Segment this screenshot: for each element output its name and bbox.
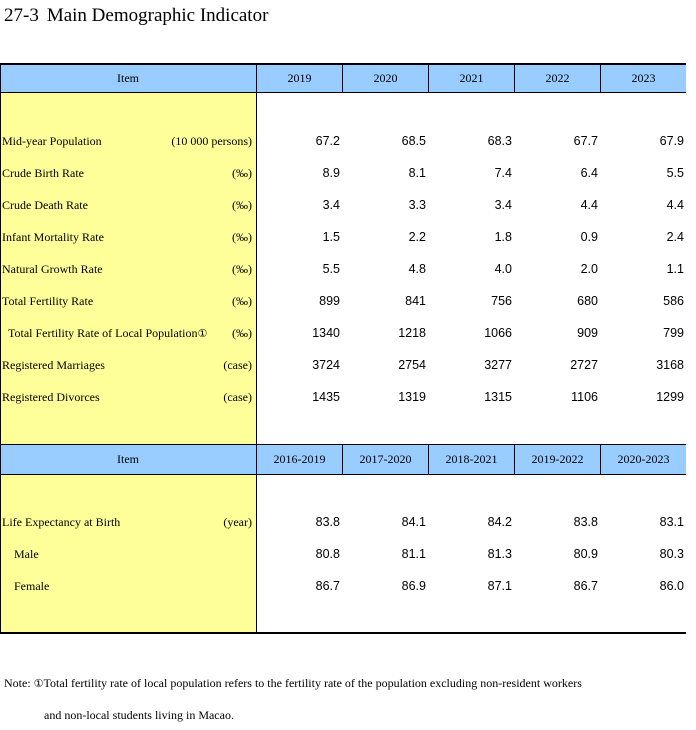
row-label: Male — [14, 547, 39, 561]
cell-value: 586 — [663, 294, 684, 308]
cell-value: 2.4 — [666, 230, 684, 244]
year-header: 2022 — [545, 71, 570, 85]
cell-value: 87.1 — [487, 579, 512, 593]
cell-value: 3724 — [312, 358, 340, 372]
cell-value: 841 — [405, 294, 426, 308]
period-header: 2017-2020 — [359, 452, 412, 466]
note-text: Total fertility rate of local population refers to the fertility rate of the population excluding non-resident workers — [43, 676, 582, 690]
period-header: 2019-2022 — [531, 452, 584, 466]
table2-header — [0, 444, 686, 475]
grid-line — [514, 444, 515, 474]
grid-line — [428, 63, 429, 92]
row-label: Registered Divorces — [2, 390, 100, 404]
row-unit: (‰) — [232, 294, 252, 308]
cell-value: 83.8 — [315, 515, 340, 529]
cell-value: 3168 — [656, 358, 684, 372]
table-row — [0, 230, 686, 250]
cell-value: 909 — [577, 326, 598, 340]
cell-value: 67.2 — [315, 134, 340, 148]
footnote-line-1 — [4, 676, 582, 691]
row-unit: (‰) — [232, 262, 252, 276]
row-unit: (10 000 persons) — [171, 134, 252, 148]
table-row — [0, 294, 686, 314]
table-row — [0, 515, 686, 535]
table-bottom-border — [0, 632, 686, 634]
row-label: Registered Marriages — [2, 358, 105, 372]
cell-value: 799 — [663, 326, 684, 340]
cell-value: 84.1 — [401, 515, 426, 529]
cell-value: 6.4 — [580, 166, 598, 180]
cell-value: 2727 — [570, 358, 598, 372]
cell-value: 86.7 — [315, 579, 340, 593]
table-row — [0, 166, 686, 186]
title-text: Main Demographic Indicator — [46, 5, 269, 26]
year-header: 2021 — [459, 71, 484, 85]
cell-value: 8.9 — [322, 166, 340, 180]
row-unit: (year) — [223, 515, 252, 529]
grid-line — [428, 444, 429, 474]
cell-value: 7.4 — [494, 166, 512, 180]
table-row — [0, 326, 686, 346]
cell-value: 80.9 — [573, 547, 598, 561]
cell-value: 4.8 — [408, 262, 426, 276]
title-number: 27-3 — [4, 5, 39, 26]
cell-value: 899 — [319, 294, 340, 308]
row-label-text: Total Fertility Rate of Local Population — [8, 326, 198, 340]
cell-value: 80.8 — [315, 547, 340, 561]
row-label: Infant Mortality Rate — [2, 230, 104, 244]
row-label — [8, 326, 207, 341]
year-header: 2023 — [631, 71, 656, 85]
grid-line — [514, 63, 515, 92]
cell-value: 1315 — [484, 390, 512, 404]
row-label: Natural Growth Rate — [2, 262, 103, 276]
cell-value: 83.8 — [573, 515, 598, 529]
footnote-line-2: and non-local students living in Macao. — [44, 708, 234, 722]
table-row — [0, 579, 686, 599]
year-header: 2019 — [287, 71, 312, 85]
row-unit: (‰) — [232, 166, 252, 180]
cell-value: 1435 — [312, 390, 340, 404]
row-label: Life Expectancy at Birth — [2, 515, 121, 529]
cell-value: 81.1 — [401, 547, 426, 561]
cell-value: 4.4 — [580, 198, 598, 212]
table-row — [0, 390, 686, 410]
grid-line — [600, 444, 601, 474]
page-title — [4, 5, 268, 27]
table-row — [0, 198, 686, 218]
cell-value: 84.2 — [487, 515, 512, 529]
cell-value: 83.1 — [659, 515, 684, 529]
table-row — [0, 547, 686, 567]
footnote-marker: ① — [33, 677, 44, 690]
cell-value: 1.8 — [494, 230, 512, 244]
table1-item-header: Item — [117, 71, 139, 85]
grid-line — [342, 63, 343, 92]
cell-value: 68.3 — [487, 134, 512, 148]
cell-value: 680 — [577, 294, 598, 308]
cell-value: 86.7 — [573, 579, 598, 593]
period-header: 2016-2019 — [273, 452, 326, 466]
grid-line — [600, 63, 601, 92]
footnote-marker: ① — [197, 327, 208, 340]
row-label: Total Fertility Rate — [2, 294, 94, 308]
cell-value: 1319 — [398, 390, 426, 404]
cell-value: 756 — [491, 294, 512, 308]
cell-value: 86.0 — [659, 579, 684, 593]
table1-header — [0, 63, 686, 93]
row-unit: (‰) — [232, 230, 252, 244]
cell-value: 4.0 — [494, 262, 512, 276]
note-prefix: Note: — [4, 676, 34, 690]
cell-value: 3277 — [484, 358, 512, 372]
cell-value: 4.4 — [666, 198, 684, 212]
cell-value: 1218 — [398, 326, 426, 340]
table2-item-header: Item — [117, 452, 139, 466]
row-unit: (case) — [223, 390, 252, 404]
cell-value: 5.5 — [322, 262, 340, 276]
cell-value: 0.9 — [580, 230, 598, 244]
row-unit: (case) — [223, 358, 252, 372]
cell-value: 3.4 — [322, 198, 340, 212]
cell-value: 1.1 — [666, 262, 684, 276]
cell-value: 2.2 — [408, 230, 426, 244]
table-row — [0, 262, 686, 282]
cell-value: 3.4 — [494, 198, 512, 212]
cell-value: 67.7 — [573, 134, 598, 148]
cell-value: 8.1 — [408, 166, 426, 180]
row-label: Mid-year Population — [2, 134, 102, 148]
cell-value: 5.5 — [666, 166, 684, 180]
cell-value: 1.5 — [322, 230, 340, 244]
cell-value: 81.3 — [487, 547, 512, 561]
cell-value: 1340 — [312, 326, 340, 340]
cell-value: 1299 — [656, 390, 684, 404]
table-row — [0, 358, 686, 378]
table-row — [0, 134, 686, 154]
year-header: 2020 — [373, 71, 398, 85]
row-label: Crude Death Rate — [2, 198, 88, 212]
cell-value: 3.3 — [408, 198, 426, 212]
row-unit: (‰) — [232, 326, 252, 340]
period-header: 2020-2023 — [617, 452, 670, 466]
row-label: Female — [14, 579, 50, 593]
cell-value: 67.9 — [659, 134, 684, 148]
row-label: Crude Birth Rate — [2, 166, 84, 180]
cell-value: 1066 — [484, 326, 512, 340]
cell-value: 80.3 — [659, 547, 684, 561]
period-header: 2018-2021 — [445, 452, 498, 466]
cell-value: 1106 — [571, 390, 598, 404]
cell-value: 2754 — [398, 358, 426, 372]
cell-value: 86.9 — [401, 579, 426, 593]
grid-line — [342, 444, 343, 474]
cell-value: 68.5 — [401, 134, 426, 148]
cell-value: 2.0 — [580, 262, 598, 276]
row-unit: (‰) — [232, 198, 252, 212]
